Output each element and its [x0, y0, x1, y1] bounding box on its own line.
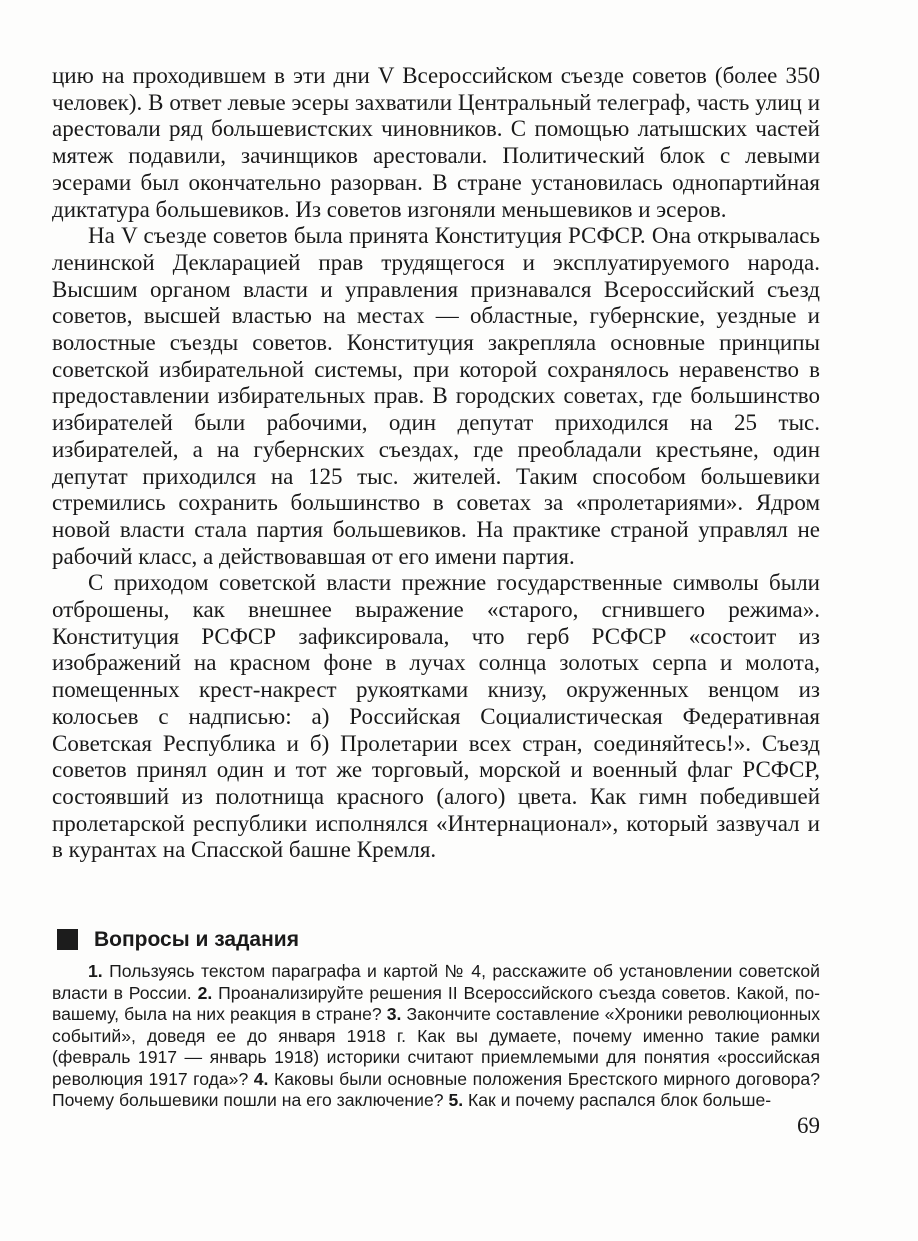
square-bullet-icon: [57, 929, 78, 950]
question-text: Пользуясь текстом параграфа и картой № 4, расскажите об установлении советской власти в России.: [52, 961, 820, 1003]
question-text: Как и почему распался блок больше-: [463, 1090, 772, 1110]
question-number: 2.: [197, 982, 213, 1003]
paragraph: цию на проходившем в эти дни V Всероссийском съезде советов (более 350 человек). В ответ левые эсеры захватили Центральный телеграф, часть улиц и арестовали ряд большевистских чиновников. С помощью латышских частей мятеж подавили, зачинщиков арестовали. Политический блок с левыми эсерами был окончательно разорван. В стране установилась однопартийная диктатура большевиков. Из советов изгоняли меньшевиков и эсеров.: [52, 63, 820, 222]
main-text: [52, 63, 820, 864]
question-number: 1.: [88, 961, 103, 981]
questions-block: [52, 961, 820, 1112]
question-number: 3.: [386, 1004, 402, 1024]
page-number: 69: [797, 1113, 820, 1138]
questions-section-header: [57, 925, 820, 955]
question-text: Закончите составление «Хроники революционных событий», доведя ее до января 1918 г. Как вы думаете, почему именно такие рамки (февраль 1917 — январь 1918) историки считают приемлемыми для понятия «российская революция 1917 года»?: [52, 1004, 821, 1089]
question-text: Проанализируйте решения II Всероссийского съезда советов. Какой, по-вашему, была на них реакция в стране?: [52, 982, 820, 1024]
question-text: Каковы были основные положения Брестского мирного договора? Почему большевики пошли на его заключение?: [52, 1068, 820, 1110]
question-number: 4.: [253, 1068, 269, 1089]
paragraph: С приходом советской власти прежние государственные символы были отброшены, как внешнее выражение «старого, сгнившего режима». Конституция РСФСР зафиксировала, что герб РСФСР «состоит из изображений на красном фоне в лучах солнца золотых серпа и молота, помещенных крест-накрест рукоятками книзу, окруженных венцом из колосьев с надписью: а) Российская Социалистическая Федеративная Советская Республика и б) Пролетарии всех стран, соединяйтесь!». Съезд советов принял один и тот же торговый, морской и военный флаг РСФСР, состоявший из полотнища красного (алого) цвета. Как гимн победившей пролетарской республики исполнялся «Интернационал», который зазвучал и в курантах на Спасской башне Кремля.: [52, 570, 820, 863]
section-title: Вопросы и задания: [94, 928, 299, 951]
question-number: 5.: [448, 1090, 464, 1110]
paragraph: На V съезде советов была принята Конституция РСФСР. Она открывалась ленинской Декларацией прав трудящегося и эксплуатируемого народа. Высшим органом власти и управления признавался Всероссийский съезд советов, высшей властью на местах — областные, губернские, уездные и волостные съезды советов. Конституция закрепляла основные принципы советской избирательной системы, при которой сохранялось неравенство в предоставлении избирательных прав. В городских советах, где большинство избирателей были рабочими, один депутат приходился на 25 тыс. избирателей, а на губернских съездах, где преобладали крестьяне, один депутат приходился на 125 тыс. жителей. Таким способом большевики стремились сохранить большинство в советах за «пролетариями». Ядром новой власти стала партия большевиков. На практике страной управлял не рабочий класс, а действовавшая от его имени партия.: [52, 223, 820, 569]
